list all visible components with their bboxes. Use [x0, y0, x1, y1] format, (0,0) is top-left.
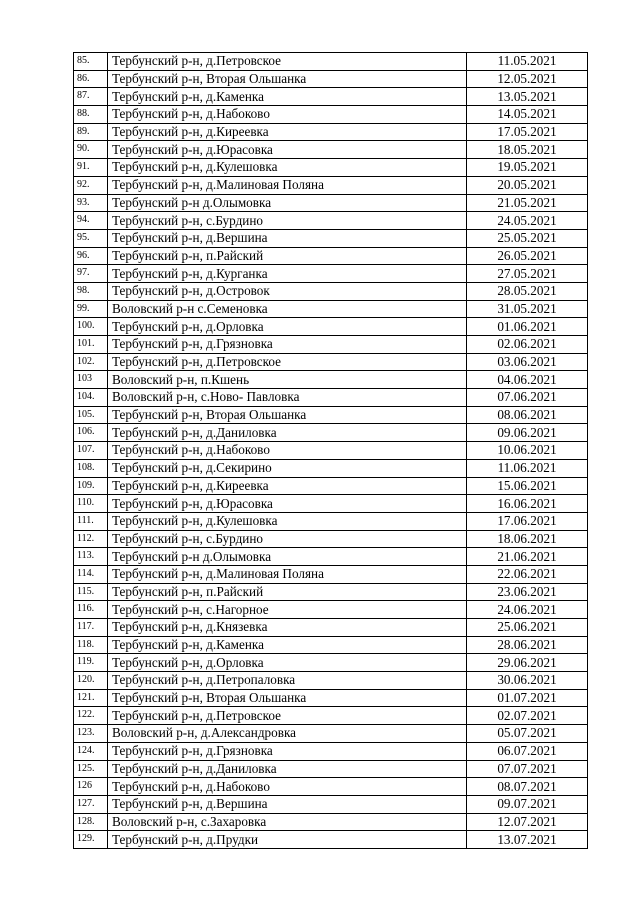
row-number: 108. — [74, 459, 108, 477]
date-cell: 02.06.2021 — [467, 336, 588, 354]
date-cell: 21.05.2021 — [467, 194, 588, 212]
schedule-table — [73, 52, 588, 849]
date-cell: 01.07.2021 — [467, 689, 588, 707]
date-cell: 29.06.2021 — [467, 654, 588, 672]
date-cell: 09.06.2021 — [467, 424, 588, 442]
table-row — [74, 88, 588, 106]
location-cell: Тербунский р-н, д.Грязновка — [108, 336, 467, 354]
row-number: 109. — [74, 477, 108, 495]
row-number: 114. — [74, 565, 108, 583]
date-cell: 18.06.2021 — [467, 530, 588, 548]
row-number: 94. — [74, 212, 108, 230]
date-cell: 17.05.2021 — [467, 123, 588, 141]
row-number: 93. — [74, 194, 108, 212]
table-row — [74, 565, 588, 583]
table-row — [74, 318, 588, 336]
row-number: 117. — [74, 619, 108, 637]
location-cell: Тербунский р-н, д.Юрасовка — [108, 141, 467, 159]
date-cell: 16.06.2021 — [467, 495, 588, 513]
table-row — [74, 530, 588, 548]
table-row — [74, 336, 588, 354]
location-cell: Тербунский р-н, д.Островок — [108, 282, 467, 300]
date-cell: 18.05.2021 — [467, 141, 588, 159]
location-cell: Тербунский р-н, Вторая Ольшанка — [108, 406, 467, 424]
table-row — [74, 795, 588, 813]
date-cell: 14.05.2021 — [467, 106, 588, 124]
location-cell: Тербунский р-н, д.Юрасовка — [108, 495, 467, 513]
table-row — [74, 247, 588, 265]
location-cell: Тербунский р-н, д.Каменка — [108, 88, 467, 106]
row-number: 119. — [74, 654, 108, 672]
location-cell: Тербунский р-н, д.Вершина — [108, 795, 467, 813]
table-row — [74, 495, 588, 513]
table-row — [74, 742, 588, 760]
row-number: 121. — [74, 689, 108, 707]
table-row — [74, 300, 588, 318]
date-cell: 08.07.2021 — [467, 778, 588, 796]
table-row — [74, 212, 588, 230]
location-cell: Воловский р-н с.Семеновка — [108, 300, 467, 318]
date-cell: 28.06.2021 — [467, 636, 588, 654]
location-cell: Тербунский р-н, Вторая Ольшанка — [108, 689, 467, 707]
date-cell: 26.05.2021 — [467, 247, 588, 265]
table-row — [74, 583, 588, 601]
row-number: 126 — [74, 778, 108, 796]
location-cell: Тербунский р-н, д.Петровское — [108, 53, 467, 71]
date-cell: 19.05.2021 — [467, 159, 588, 177]
location-cell: Тербунский р-н, д.Князевка — [108, 619, 467, 637]
date-cell: 22.06.2021 — [467, 565, 588, 583]
row-number: 86. — [74, 70, 108, 88]
table-row — [74, 123, 588, 141]
table-row — [74, 106, 588, 124]
date-cell: 06.07.2021 — [467, 742, 588, 760]
table-row — [74, 265, 588, 283]
date-cell: 13.07.2021 — [467, 831, 588, 849]
table-row — [74, 619, 588, 637]
location-cell: Тербунский р-н, д.Орловка — [108, 318, 467, 336]
location-cell: Тербунский р-н, д.Вершина — [108, 229, 467, 247]
table-row — [74, 725, 588, 743]
row-number: 124. — [74, 742, 108, 760]
row-number: 125. — [74, 760, 108, 778]
location-cell: Тербунский р-н, д.Кулешовка — [108, 159, 467, 177]
date-cell: 20.05.2021 — [467, 176, 588, 194]
table-row — [74, 512, 588, 530]
location-cell: Тербунский р-н, д.Даниловка — [108, 424, 467, 442]
row-number: 88. — [74, 106, 108, 124]
location-cell: Тербунский р-н, п.Райский — [108, 247, 467, 265]
row-number: 129. — [74, 831, 108, 849]
table-row — [74, 778, 588, 796]
row-number: 96. — [74, 247, 108, 265]
row-number: 113. — [74, 548, 108, 566]
date-cell: 11.05.2021 — [467, 53, 588, 71]
row-number: 90. — [74, 141, 108, 159]
row-number: 85. — [74, 53, 108, 71]
row-number: 87. — [74, 88, 108, 106]
row-number: 104. — [74, 389, 108, 407]
table-row — [74, 159, 588, 177]
row-number: 116. — [74, 601, 108, 619]
row-number: 112. — [74, 530, 108, 548]
location-cell: Тербунский р-н д.Олымовка — [108, 548, 467, 566]
location-cell: Тербунский р-н, д.Набоково — [108, 442, 467, 460]
location-cell: Тербунский р-н, д.Киреевка — [108, 477, 467, 495]
location-cell: Тербунский р-н, с.Нагорное — [108, 601, 467, 619]
table-row — [74, 194, 588, 212]
table-row — [74, 636, 588, 654]
date-cell: 23.06.2021 — [467, 583, 588, 601]
location-cell: Тербунский р-н д.Олымовка — [108, 194, 467, 212]
table-row — [74, 442, 588, 460]
row-number: 95. — [74, 229, 108, 247]
row-number: 115. — [74, 583, 108, 601]
location-cell: Тербунский р-н, Вторая Ольшанка — [108, 70, 467, 88]
location-cell: Тербунский р-н, д.Каменка — [108, 636, 467, 654]
location-cell: Тербунский р-н, д.Киреевка — [108, 123, 467, 141]
table-row — [74, 424, 588, 442]
row-number: 127. — [74, 795, 108, 813]
row-number: 107. — [74, 442, 108, 460]
location-cell: Тербунский р-н, д.Петровское — [108, 353, 467, 371]
location-cell: Тербунский р-н, д.Малиновая Поляна — [108, 565, 467, 583]
table-row — [74, 459, 588, 477]
location-cell: Воловский р-н, с.Ново- Павловка — [108, 389, 467, 407]
table-row — [74, 282, 588, 300]
location-cell: Тербунский р-н, д.Орловка — [108, 654, 467, 672]
table-row — [74, 760, 588, 778]
location-cell: Воловский р-н, с.Захаровка — [108, 813, 467, 831]
date-cell: 05.07.2021 — [467, 725, 588, 743]
schedule-table-body — [74, 53, 588, 849]
date-cell: 17.06.2021 — [467, 512, 588, 530]
date-cell: 28.05.2021 — [467, 282, 588, 300]
date-cell: 04.06.2021 — [467, 371, 588, 389]
location-cell: Воловский р-н, д.Александровка — [108, 725, 467, 743]
date-cell: 25.05.2021 — [467, 229, 588, 247]
date-cell: 07.06.2021 — [467, 389, 588, 407]
row-number: 106. — [74, 424, 108, 442]
row-number: 100. — [74, 318, 108, 336]
date-cell: 10.06.2021 — [467, 442, 588, 460]
row-number: 123. — [74, 725, 108, 743]
table-row — [74, 813, 588, 831]
table-row — [74, 689, 588, 707]
table-row — [74, 389, 588, 407]
location-cell: Тербунский р-н, д.Даниловка — [108, 760, 467, 778]
table-row — [74, 672, 588, 690]
location-cell: Тербунский р-н, с.Бурдино — [108, 530, 467, 548]
date-cell: 08.06.2021 — [467, 406, 588, 424]
table-row — [74, 548, 588, 566]
location-cell: Тербунский р-н, д.Прудки — [108, 831, 467, 849]
table-row — [74, 654, 588, 672]
location-cell: Тербунский р-н, д.Набоково — [108, 106, 467, 124]
location-cell: Тербунский р-н, д.Грязновка — [108, 742, 467, 760]
table-row — [74, 353, 588, 371]
table-row — [74, 406, 588, 424]
table-row — [74, 229, 588, 247]
date-cell: 01.06.2021 — [467, 318, 588, 336]
location-cell: Тербунский р-н, д.Кулешовка — [108, 512, 467, 530]
row-number: 128. — [74, 813, 108, 831]
date-cell: 07.07.2021 — [467, 760, 588, 778]
location-cell: Тербунский р-н, п.Райский — [108, 583, 467, 601]
date-cell: 24.05.2021 — [467, 212, 588, 230]
date-cell: 25.06.2021 — [467, 619, 588, 637]
table-row — [74, 831, 588, 849]
date-cell: 15.06.2021 — [467, 477, 588, 495]
location-cell: Тербунский р-н, с.Бурдино — [108, 212, 467, 230]
table-row — [74, 707, 588, 725]
table-row — [74, 601, 588, 619]
table-row — [74, 53, 588, 71]
table-row — [74, 371, 588, 389]
row-number: 92. — [74, 176, 108, 194]
row-number: 97. — [74, 265, 108, 283]
row-number: 120. — [74, 672, 108, 690]
date-cell: 27.05.2021 — [467, 265, 588, 283]
row-number: 105. — [74, 406, 108, 424]
table-row — [74, 70, 588, 88]
row-number: 98. — [74, 282, 108, 300]
row-number: 111. — [74, 512, 108, 530]
date-cell: 13.05.2021 — [467, 88, 588, 106]
row-number: 101. — [74, 336, 108, 354]
location-cell: Тербунский р-н, д.Петропаловка — [108, 672, 467, 690]
table-row — [74, 477, 588, 495]
location-cell: Тербунский р-н, д.Курганка — [108, 265, 467, 283]
location-cell: Тербунский р-н, д.Малиновая Поляна — [108, 176, 467, 194]
date-cell: 31.05.2021 — [467, 300, 588, 318]
row-number: 103 — [74, 371, 108, 389]
row-number: 89. — [74, 123, 108, 141]
row-number: 102. — [74, 353, 108, 371]
date-cell: 03.06.2021 — [467, 353, 588, 371]
date-cell: 30.06.2021 — [467, 672, 588, 690]
location-cell: Тербунский р-н, д.Петровское — [108, 707, 467, 725]
date-cell: 02.07.2021 — [467, 707, 588, 725]
date-cell: 12.07.2021 — [467, 813, 588, 831]
date-cell: 21.06.2021 — [467, 548, 588, 566]
location-cell: Тербунский р-н, д.Набоково — [108, 778, 467, 796]
row-number: 91. — [74, 159, 108, 177]
row-number: 122. — [74, 707, 108, 725]
date-cell: 09.07.2021 — [467, 795, 588, 813]
row-number: 118. — [74, 636, 108, 654]
table-row — [74, 176, 588, 194]
row-number: 110. — [74, 495, 108, 513]
table-row — [74, 141, 588, 159]
date-cell: 12.05.2021 — [467, 70, 588, 88]
location-cell: Воловский р-н, п.Кшень — [108, 371, 467, 389]
date-cell: 24.06.2021 — [467, 601, 588, 619]
row-number: 99. — [74, 300, 108, 318]
location-cell: Тербунский р-н, д.Секирино — [108, 459, 467, 477]
date-cell: 11.06.2021 — [467, 459, 588, 477]
